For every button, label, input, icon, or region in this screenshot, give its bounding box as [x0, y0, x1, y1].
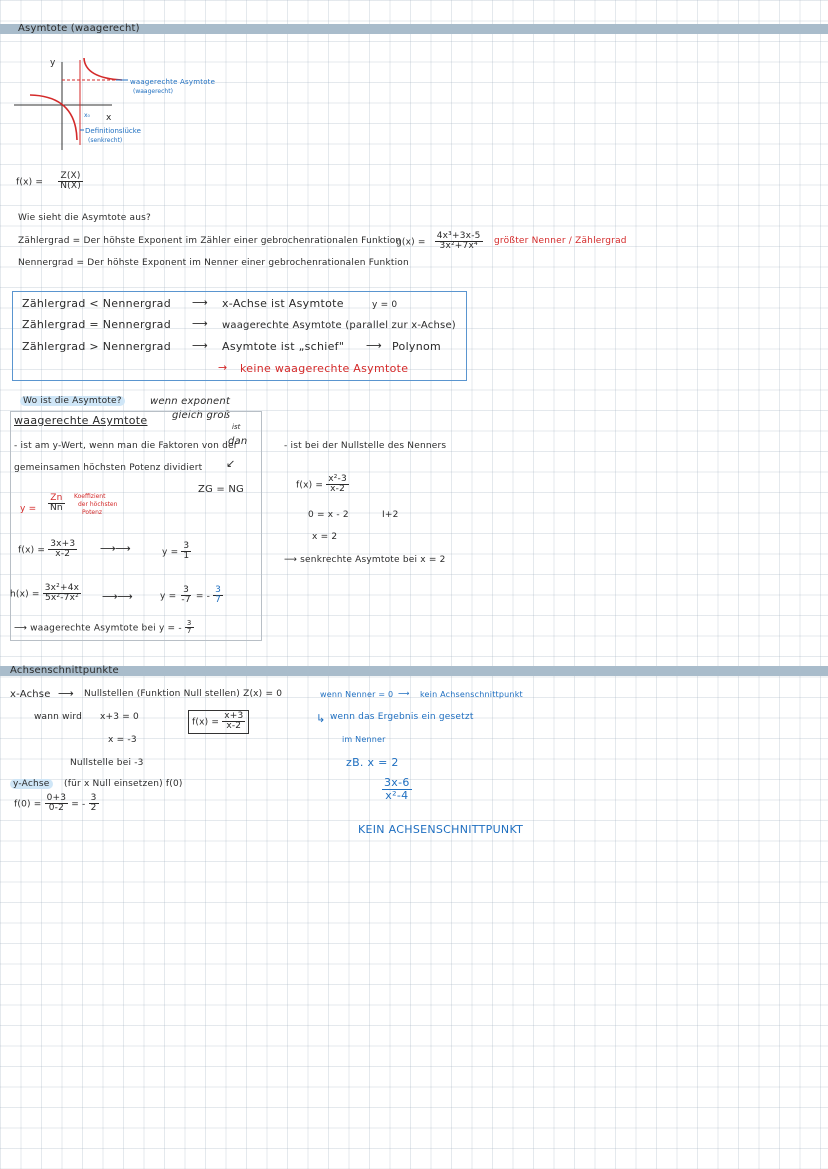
right-note-3: im Nenner — [342, 735, 386, 744]
example1-den: x-2 — [55, 549, 71, 560]
zg-ng-label: ZG = NG — [198, 484, 244, 495]
f0-eq: = - — [71, 799, 86, 810]
f0-result-num: 3 — [90, 793, 97, 803]
horizontal-asymptote-sub: (waagerecht) — [133, 88, 173, 95]
where-question — [20, 396, 125, 406]
example2-conclusion-arrow: ⟶ — [14, 623, 28, 634]
right-note-5-den: x²-4 — [385, 788, 409, 802]
vertical-example — [296, 475, 349, 495]
example2-lhs: h(x) = — [10, 589, 40, 600]
example1-result-frac — [181, 542, 191, 562]
section-header-band-2 — [0, 666, 828, 676]
example2-conclusion-den: 7 — [186, 627, 192, 636]
horizontal-asymptote-title: waagerechte Asymtote — [14, 414, 148, 427]
vertical-conclusion — [284, 555, 446, 565]
example2-arrow: ⟶ — [102, 590, 119, 603]
example-g-numerator: 4x³+3x-5 — [436, 231, 481, 241]
example2-num: 3x²+4x — [44, 583, 80, 593]
where-question-text: Wo ist die Asymtote? — [20, 396, 125, 406]
y-formula-note2: der höchsten — [78, 501, 118, 508]
zaehlergrad-definition: Zählergrad = Der höhste Exponent im Zähler einer gebrochenrationalen Funktion — [18, 236, 402, 246]
rule-greater-arrow: ⟶ — [192, 339, 209, 352]
example1 — [18, 540, 77, 560]
example2-result — [160, 586, 223, 606]
f0-num: 0+3 — [46, 793, 67, 803]
rule-equal-arrow: ⟶ — [192, 317, 209, 330]
boxed-function-lhs: f(x) = — [192, 717, 220, 728]
horizontal-asymptote-text1: - ist am y-Wert, wenn man die Faktoren von der — [14, 441, 238, 451]
example2 — [10, 584, 81, 604]
vertical-asymptote-label: Definitionslücke — [85, 127, 141, 135]
example1-result-den: 1 — [183, 551, 190, 562]
vertical-step1: 0 = x - 2 — [308, 510, 349, 520]
graph-x0-label: x₀ — [84, 112, 90, 119]
example2-result-eq: = - — [195, 591, 211, 602]
y-axis-label-text: y-Achse — [10, 779, 53, 789]
vertical-asymptote-sub: (senkrecht) — [88, 137, 123, 144]
example2-result-den: -7 — [181, 595, 191, 606]
example2-den: 5x²-7x² — [44, 593, 79, 604]
y-formula-note1: Koeffizient — [74, 493, 106, 500]
example2-result-num: 3 — [183, 585, 190, 595]
example2-arrow-tail: ⟶ — [117, 590, 134, 603]
section-title: Asymtote (waagerecht) — [18, 23, 140, 34]
right-note-5 — [382, 777, 412, 801]
example2-fraction — [43, 584, 81, 604]
check-arrow: ↙ — [226, 457, 236, 470]
rule-greater-right: Asymtote ist „schief" — [222, 340, 345, 353]
boxed-function — [188, 710, 249, 734]
vertical-step2: x = 2 — [312, 532, 338, 542]
y-formula-den: Nn — [50, 503, 63, 514]
example2-result-den2: 7 — [215, 595, 222, 606]
horizontal-asymptote-text2: gemeinsamen höchsten Potenz dividiert — [14, 463, 203, 473]
rule-equal-left: Zählergrad = Nennergrad — [22, 318, 172, 331]
x-axis-label: x-Achse — [10, 689, 51, 700]
example2-result-frac — [179, 586, 192, 606]
vertical-example-frac — [326, 475, 349, 495]
example1-arrow: ⟶ — [100, 542, 117, 555]
f0-lhs: f(0) = — [14, 799, 42, 810]
definition-numerator: Z(X) — [60, 171, 81, 181]
x-axis-arrow: ⟶ — [58, 687, 75, 700]
right-note-4: zB. x = 2 — [346, 756, 399, 769]
vertical-conclusion-text: senkrechte Asymtote bei x = 2 — [300, 555, 446, 565]
y-formula-num: Zn — [50, 493, 63, 503]
y-formula-note3: Potenz — [82, 509, 103, 516]
right-note-1: wenn Nenner = 0 — [320, 690, 394, 699]
example1-result — [162, 542, 191, 562]
rule-greater-left: Zählergrad > Nennergrad — [22, 340, 172, 353]
example-g — [396, 232, 483, 252]
right-note-arrow: ⟶ — [398, 689, 410, 698]
right-note-5-num: 3x-6 — [384, 776, 410, 789]
f0-result-frac — [89, 794, 99, 814]
y-formula-frac — [48, 494, 65, 514]
boxed-function-den: x-2 — [226, 721, 242, 732]
example-g-note: größter Nenner / Zählergrad — [494, 236, 627, 246]
definition-lhs: f(x) = — [16, 177, 44, 188]
example2-conclusion-text: waagerechte Asymtote bei y = - — [30, 623, 182, 634]
rule-equal-right: waagerechte Asymtote (parallel zur x-Achse) — [222, 320, 456, 331]
right-note-5-frac — [382, 777, 412, 801]
rule-less-right: x-Achse ist Asymtote — [222, 297, 344, 310]
right-note-1b: kein Achsenschnittpunkt — [420, 690, 523, 699]
nullstelle-result: Nullstelle bei -3 — [70, 758, 144, 768]
example1-arrow-tail: ⟶ — [115, 542, 132, 555]
rules-note-arrow: → — [218, 361, 228, 374]
rules-note: keine waagerechte Asymtote — [240, 362, 409, 375]
hand-note-dan: dan — [228, 436, 248, 447]
rule-greater-extra: Polynom — [392, 340, 442, 353]
eq-x-minus-3: x = -3 — [108, 735, 137, 745]
vertical-conclusion-arrow: ⟶ — [284, 555, 298, 565]
example1-num: 3x+3 — [50, 539, 76, 549]
right-note-2: wenn das Ergebnis ein gesetzt — [330, 712, 474, 722]
hand-note-exponent: wenn exponent — [150, 396, 231, 407]
eq-x-plus-3: x+3 = 0 — [100, 712, 139, 722]
graph-y-label: y — [50, 58, 56, 68]
graph-x-label: x — [106, 113, 112, 123]
vertical-asymptote-text: - ist bei der Nullstelle des Nenners — [284, 441, 447, 451]
vertical-example-den: x-2 — [330, 484, 345, 495]
example1-result-lhs: y = — [162, 547, 179, 558]
example1-result-num: 3 — [183, 541, 190, 551]
rule-greater-arrow2: ⟶ — [366, 339, 383, 352]
boxed-function-num: x+3 — [224, 711, 244, 721]
vertical-example-lhs: f(x) = — [296, 480, 324, 491]
example1-lhs: f(x) = — [18, 545, 46, 556]
example-g-denominator: 3x²+7x⁴ — [439, 241, 478, 252]
hand-note-ist: ist — [232, 423, 241, 431]
y-formula-lhs: y = — [20, 504, 37, 514]
boxed-function-frac — [222, 712, 245, 732]
f0-frac — [45, 794, 69, 814]
y-axis-text: (für x Null einsetzen) f(0) — [64, 779, 183, 789]
example2-conclusion — [14, 620, 194, 636]
f0-calc — [14, 794, 99, 814]
example2-result-lhs: y = — [160, 591, 177, 602]
rule-less-arrow: ⟶ — [192, 296, 209, 309]
question-heading: Wie sieht die Asymtote aus? — [18, 213, 152, 223]
nullstellen-text: Nullstellen (Funktion Null stellen) Z(x) = 0 — [84, 689, 283, 699]
rule-less-left: Zählergrad < Nennergrad — [22, 297, 172, 310]
example2-result-num2: 3 — [215, 585, 222, 595]
example2-result-frac2 — [213, 586, 223, 606]
f0-den: 0-2 — [48, 803, 65, 814]
rule-less-extra: y = 0 — [372, 300, 398, 310]
f0-result-den: 2 — [90, 803, 97, 814]
example2-conclusion-num: 3 — [186, 619, 192, 627]
nennergrad-definition: Nennergrad = Der höhste Exponent im Nenner einer gebrochenrationalen Funktion — [18, 258, 409, 268]
hand-note-equal: gleich groß — [172, 410, 231, 421]
definition-formula — [16, 172, 83, 192]
example1-fraction — [48, 540, 77, 560]
definition-fraction — [58, 172, 83, 192]
section3-title: Achsenschnittpunkte — [10, 665, 119, 676]
example-g-fraction — [435, 232, 483, 252]
definition-denominator: N(X) — [60, 181, 81, 192]
y-axis-label — [10, 779, 53, 789]
example2-conclusion-frac — [185, 620, 194, 636]
vertical-example-num: x²-3 — [328, 474, 347, 484]
example-g-lhs: g(x) = — [396, 237, 426, 248]
right-note-bracket: ↳ — [316, 712, 326, 725]
right-note-6: KEIN ACHSENSCHNITTPUNKT — [358, 823, 524, 836]
y-formula-fraction — [48, 494, 65, 514]
wann-text: wann wird — [34, 712, 83, 722]
horizontal-asymptote-label: waagerechte Asymtote — [130, 78, 216, 86]
vertical-step1b: I+2 — [382, 510, 399, 520]
